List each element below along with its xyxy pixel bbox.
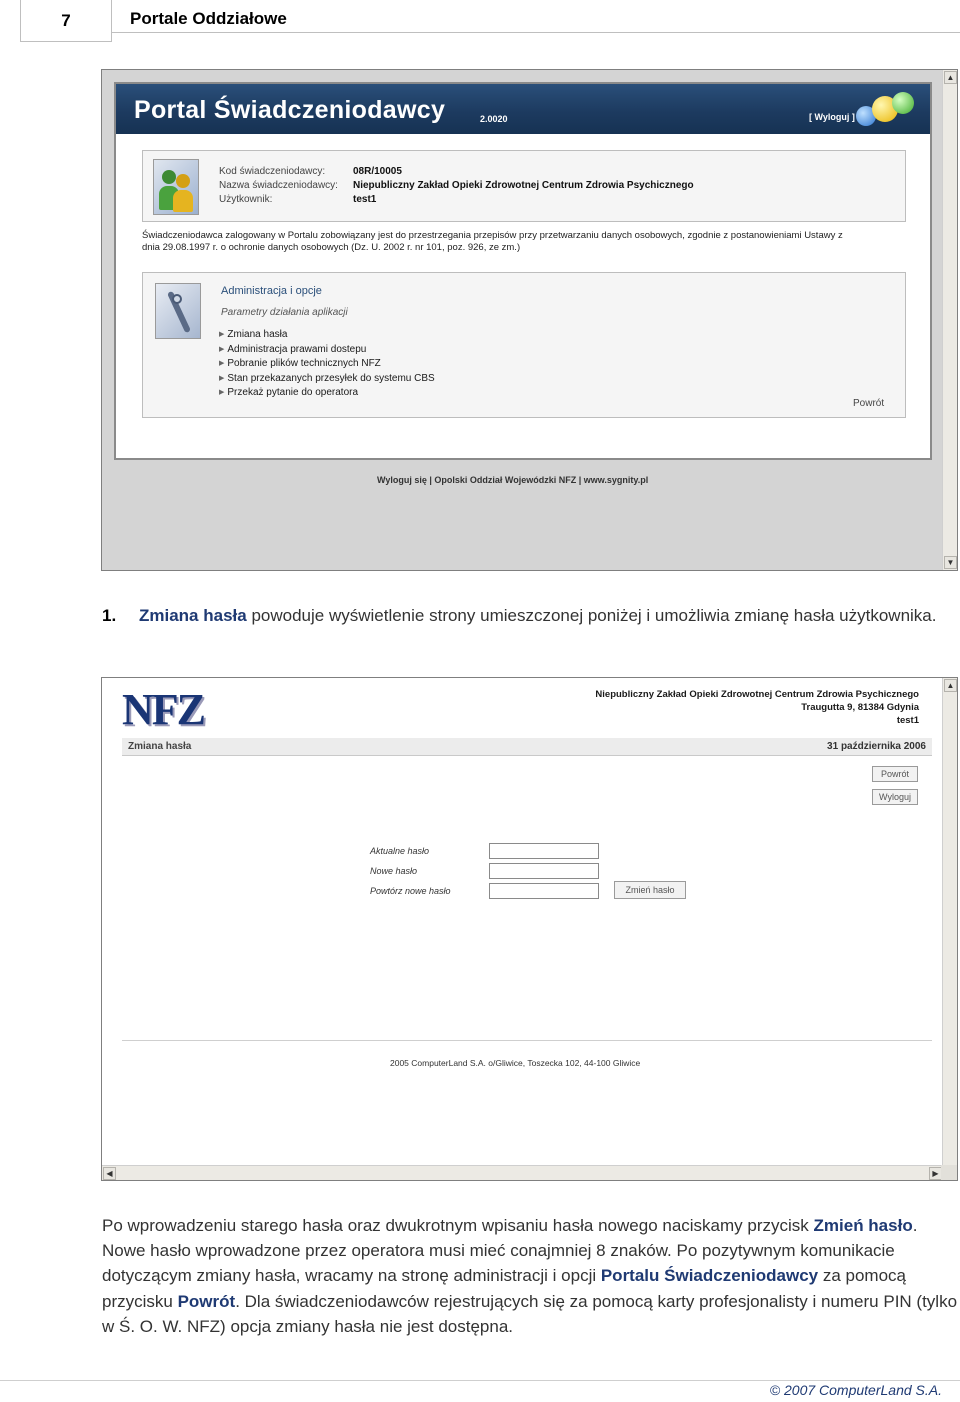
para-text: . Nowe hasło wprowadzone przez operatora musi mieć conajmniej 8 znaków. Po pozytywnym komunikacie dotyczącym zmiany hasła, wracamy na stronę administracji i opcji xyxy=(102,1216,918,1286)
screenshot-change-password xyxy=(101,677,958,1181)
provider-name-label: Nazwa świadczeniodawcy: xyxy=(219,180,338,191)
vertical-scrollbar[interactable] xyxy=(942,678,957,1166)
page-header xyxy=(20,0,960,42)
nfz-logo: NFZ xyxy=(122,685,204,734)
provider-info-labels xyxy=(219,165,338,207)
scroll-up-icon[interactable]: ▲ xyxy=(944,71,957,84)
notice-line: dnia 29.08.1997 r. o ochronie danych osobowych (Dz. U. 2002 r. nr 101, poz. 926, ze zm.) xyxy=(142,242,521,253)
org-address: Traugutta 9, 81384 Gdynia xyxy=(801,702,919,713)
portal-banner xyxy=(116,84,930,134)
user-value: test1 xyxy=(353,194,377,205)
step-caption xyxy=(102,603,942,628)
footer-divider xyxy=(0,1380,960,1381)
org-user: test1 xyxy=(896,715,919,726)
page-number: 7 xyxy=(20,0,112,42)
menu-item-ask-operator[interactable]: ▶ Przekaż pytanie do operatora xyxy=(219,386,435,401)
step-rest: powoduje wyświetlenie strony umieszczonej poniżej i umożliwia zmianę hasła użytkownika. xyxy=(246,606,937,625)
portal-background xyxy=(102,70,943,570)
change-password-button[interactable]: Zmień hasło xyxy=(614,881,686,899)
para-text: Po wprowadzeniu starego hasła oraz dwukrotnym wpisaniu hasła nowego naciskamy przycisk xyxy=(102,1216,814,1235)
scrollbar-corner xyxy=(941,1165,957,1180)
admin-section-title: Administracja i opcje xyxy=(221,285,322,297)
para-bold-portal: Portalu Świadczeniodawcy xyxy=(600,1266,819,1286)
current-password-input[interactable] xyxy=(489,843,599,859)
repeat-password-input[interactable] xyxy=(489,883,599,899)
scroll-up-icon[interactable]: ▲ xyxy=(944,679,957,692)
current-password-label: Aktualne hasło xyxy=(370,846,430,856)
section-bar xyxy=(122,738,932,756)
portal-window xyxy=(114,82,932,460)
portal-logo-balls xyxy=(856,92,916,132)
back-link[interactable]: Powrót xyxy=(853,398,885,409)
copyright: © 2007 ComputerLand S.A. xyxy=(769,1382,942,1398)
provider-info-box xyxy=(142,150,906,222)
provider-code-label: Kod świadczeniodawcy: xyxy=(219,166,326,177)
new-password-label: Nowe hasło xyxy=(370,866,418,876)
horizontal-scrollbar[interactable] xyxy=(102,1165,943,1180)
admin-section-subtitle: Parametry działania aplikacji xyxy=(221,307,348,318)
vertical-scrollbar[interactable] xyxy=(942,70,957,570)
header-divider xyxy=(112,32,960,33)
admin-options-box xyxy=(142,272,906,418)
organization-info xyxy=(595,688,919,727)
user-label: Użytkownik: xyxy=(219,194,273,205)
logout-link[interactable]: [ Wyloguj ] xyxy=(809,112,855,122)
step-number: 1. xyxy=(102,606,117,625)
portal-footer: Wyloguj się | Opolski Oddział Wojewódzki NFZ | www.sygnity.pl xyxy=(377,475,649,485)
section-date: 31 października 2006 xyxy=(827,741,926,752)
content-divider xyxy=(122,1040,932,1041)
scroll-down-icon[interactable]: ▼ xyxy=(944,556,957,569)
explanation-paragraph xyxy=(102,1213,958,1339)
para-bold-back: Powrót xyxy=(177,1291,236,1311)
menu-item-download-files[interactable]: ▶ Pobranie plików technicznych NFZ xyxy=(219,357,435,372)
new-password-input[interactable] xyxy=(489,863,599,879)
para-bold-change-password: Zmień hasło xyxy=(813,1216,913,1235)
logout-button[interactable]: Wyloguj xyxy=(872,789,918,805)
admin-menu xyxy=(219,328,435,401)
back-button[interactable]: Powrót xyxy=(872,766,918,782)
para-text: . Dla świadczeniodawców rejestrujących się za pomocą karty profesjonalisty i numeru PIN (tylko w Ś. O. W. NFZ) opcja zmiany hasła nie jest dostępna. xyxy=(102,1291,958,1336)
provider-info-values xyxy=(353,165,694,207)
nfz-footer: 2005 ComputerLand S.A. o/Gliwice, Toszecka 102, 44-100 Gliwice xyxy=(390,1058,641,1068)
scroll-left-icon[interactable]: ◀ xyxy=(103,1167,116,1180)
users-icon xyxy=(153,159,199,215)
section-title: Zmiana hasła xyxy=(128,741,192,752)
tools-icon xyxy=(155,283,201,339)
step-bold-term: Zmiana hasła xyxy=(139,606,247,625)
portal-version: 2.0020 xyxy=(480,114,508,124)
screenshot-portal-admin xyxy=(101,69,958,571)
scroll-right-icon[interactable]: ▶ xyxy=(929,1167,942,1180)
menu-item-access-rights[interactable]: ▶ Administracja prawami dostepu xyxy=(219,343,435,358)
portal-title: Portal Świadczeniodawcy xyxy=(134,96,446,124)
privacy-notice xyxy=(142,230,922,254)
password-labels xyxy=(370,841,451,901)
menu-item-change-password[interactable]: ▶ Zmiana hasła xyxy=(219,328,435,343)
page-title: Portale Oddziałowe xyxy=(130,9,287,28)
green-ball-icon xyxy=(892,92,914,114)
menu-item-shipment-status[interactable]: ▶ Stan przekazanych przesyłek do systemu CBS xyxy=(219,372,435,387)
provider-code-value: 08R/10005 xyxy=(353,166,402,177)
step-text xyxy=(102,603,942,628)
repeat-password-label: Powtórz nowe hasło xyxy=(370,886,451,896)
notice-line: Świadczeniodawca zalogowany w Portalu zobowiązany jest do przestrzegania przepisów przy przetwarzaniu danych osobowych, zgodnie z postanowieniami Ustawy z xyxy=(142,230,843,241)
org-name: Niepubliczny Zakład Opieki Zdrowotnej Centrum Zdrowia Psychicznego xyxy=(595,689,919,700)
para-text: za pomocą przycisku xyxy=(102,1266,907,1311)
provider-name-value: Niepubliczny Zakład Opieki Zdrowotnej Centrum Zdrowia Psychicznego xyxy=(353,180,694,191)
